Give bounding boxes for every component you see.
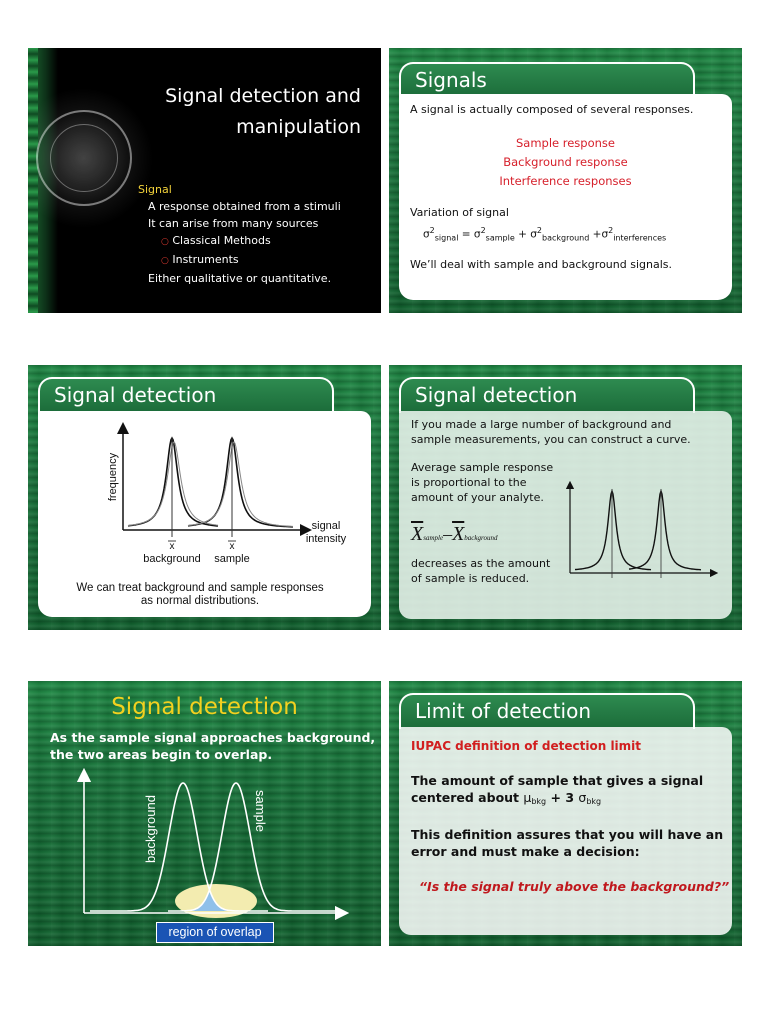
text-line: Average sample response (411, 461, 554, 474)
eq-part: σ (423, 228, 430, 241)
intro-text: A signal is actually composed of several responses. (410, 103, 694, 116)
eq-part: +σ (589, 228, 609, 241)
decorative-ring-inner (50, 124, 118, 192)
bullet-text: Classical Methods (172, 234, 271, 247)
slide-signals (389, 48, 742, 313)
note (411, 826, 723, 860)
body-line: Either qualitative or quantitative. (148, 272, 332, 285)
eq-part: background (541, 233, 590, 243)
variance-equation (423, 223, 666, 247)
overlap-diagram (28, 681, 381, 946)
formula-part: sample (423, 534, 444, 542)
text-line: This definition assures that you will have an (411, 827, 724, 842)
response-item: Sample response (515, 136, 615, 150)
y-axis-label: frequency (107, 452, 119, 502)
eq-part: 2 (608, 226, 614, 235)
bullet-icon: ○ (161, 256, 169, 266)
body-line: A response obtained from a stimuli (148, 200, 341, 213)
title-line: Signal detection and (165, 85, 361, 107)
background-label: background (143, 795, 158, 863)
sample-curve-shadow (188, 442, 293, 526)
slide-signal-detection-distributions (28, 365, 381, 630)
eq-part: interferences (613, 233, 667, 243)
slide-signal-detection-average (389, 365, 742, 630)
slide-limit-of-detection (389, 681, 742, 946)
slide-title: Signal detection (415, 383, 578, 407)
background-label: background (143, 553, 201, 565)
formula-part: $\overline{X}$ (452, 523, 465, 545)
text-line: As the sample signal approaches background, (50, 730, 376, 745)
formula-part: background (464, 534, 498, 542)
response-item: Interference responses (499, 174, 632, 188)
variation-label: Variation of signal (410, 206, 509, 219)
key-question: “Is the signal truly above the background?” (419, 879, 730, 894)
sigma-symbol: σ (578, 790, 587, 805)
x-axis-label: signal (311, 520, 341, 532)
response-item: Background response (503, 155, 628, 169)
eq-part: 2 (429, 226, 435, 235)
subscript: bkg (586, 797, 602, 806)
background-curve (128, 438, 218, 526)
content-panel (399, 94, 732, 300)
bullet-item (138, 251, 341, 270)
sample-label: sample (214, 553, 250, 565)
eq-part: sample (485, 233, 515, 243)
mean-symbol: x (169, 541, 175, 552)
small-distribution-diagram (389, 365, 742, 630)
text-part: + 3 (546, 790, 579, 805)
slide-title (165, 81, 361, 143)
closing-text: We’ll deal with sample and background signals. (410, 258, 672, 271)
slide-title: Signals (415, 68, 487, 92)
text-line: If you made a large number of background and (411, 418, 672, 431)
overlap-label: region of overlap (156, 922, 274, 943)
sample-curve (629, 491, 701, 570)
title-tab (399, 693, 695, 729)
background-curve-shadow (128, 442, 218, 526)
caption-line: We can treat background and sample responses (76, 582, 324, 594)
title-line: manipulation (236, 116, 361, 138)
title-tab (399, 62, 695, 98)
definition (411, 772, 703, 810)
decorative-stripe (28, 48, 38, 313)
slide-signal-detection-overlap (28, 681, 381, 946)
bullet-icon: ○ (161, 237, 169, 247)
caption-line: as normal distributions. (140, 595, 260, 607)
mu-symbol: μ (523, 790, 532, 805)
background-curve (575, 491, 651, 570)
sample-curve (188, 438, 293, 527)
slide-title: Signal detection (111, 694, 298, 720)
slide-title: Limit of detection (415, 699, 592, 723)
bullet-item (138, 232, 341, 251)
body-line: It can arise from many sources (148, 217, 319, 230)
text-line: is proportional to the (411, 476, 527, 489)
slide-body (138, 181, 341, 287)
text-line: the two areas begin to overlap. (50, 747, 273, 762)
sample-label: sample (253, 790, 268, 832)
text-line: error and must make a decision: (411, 844, 640, 859)
response-list (399, 134, 732, 191)
eq-part: = σ (458, 228, 481, 241)
eq-part: 2 (536, 226, 542, 235)
section-heading: Signal (138, 183, 172, 196)
eq-part: 2 (480, 226, 486, 235)
slide-signal-detection-intro (28, 48, 381, 313)
eq-part: signal (434, 233, 459, 243)
mean-symbol: x (229, 541, 235, 552)
slide-caption (50, 582, 350, 608)
formula-part: – (443, 524, 453, 544)
iupac-heading: IUPAC definition of detection limit (411, 739, 642, 753)
x-axis-label: intensity (305, 533, 347, 545)
subscript: bkg (531, 797, 547, 806)
text-line: decreases as the amount (411, 557, 551, 570)
text-line (411, 789, 703, 810)
text-line: The amount of sample that gives a signal (411, 773, 704, 788)
text-line: sample measurements, you can construct a curve. (411, 433, 691, 446)
text-line: amount of your analyte. (411, 491, 544, 504)
text-part: centered about (411, 790, 524, 805)
slide-title: Signal detection (54, 383, 217, 407)
bullet-text: Instruments (172, 253, 239, 266)
eq-part: + σ (514, 228, 537, 241)
formula-part: $\overline{X}$ (411, 523, 424, 545)
text-line: of sample is reduced. (411, 572, 530, 585)
